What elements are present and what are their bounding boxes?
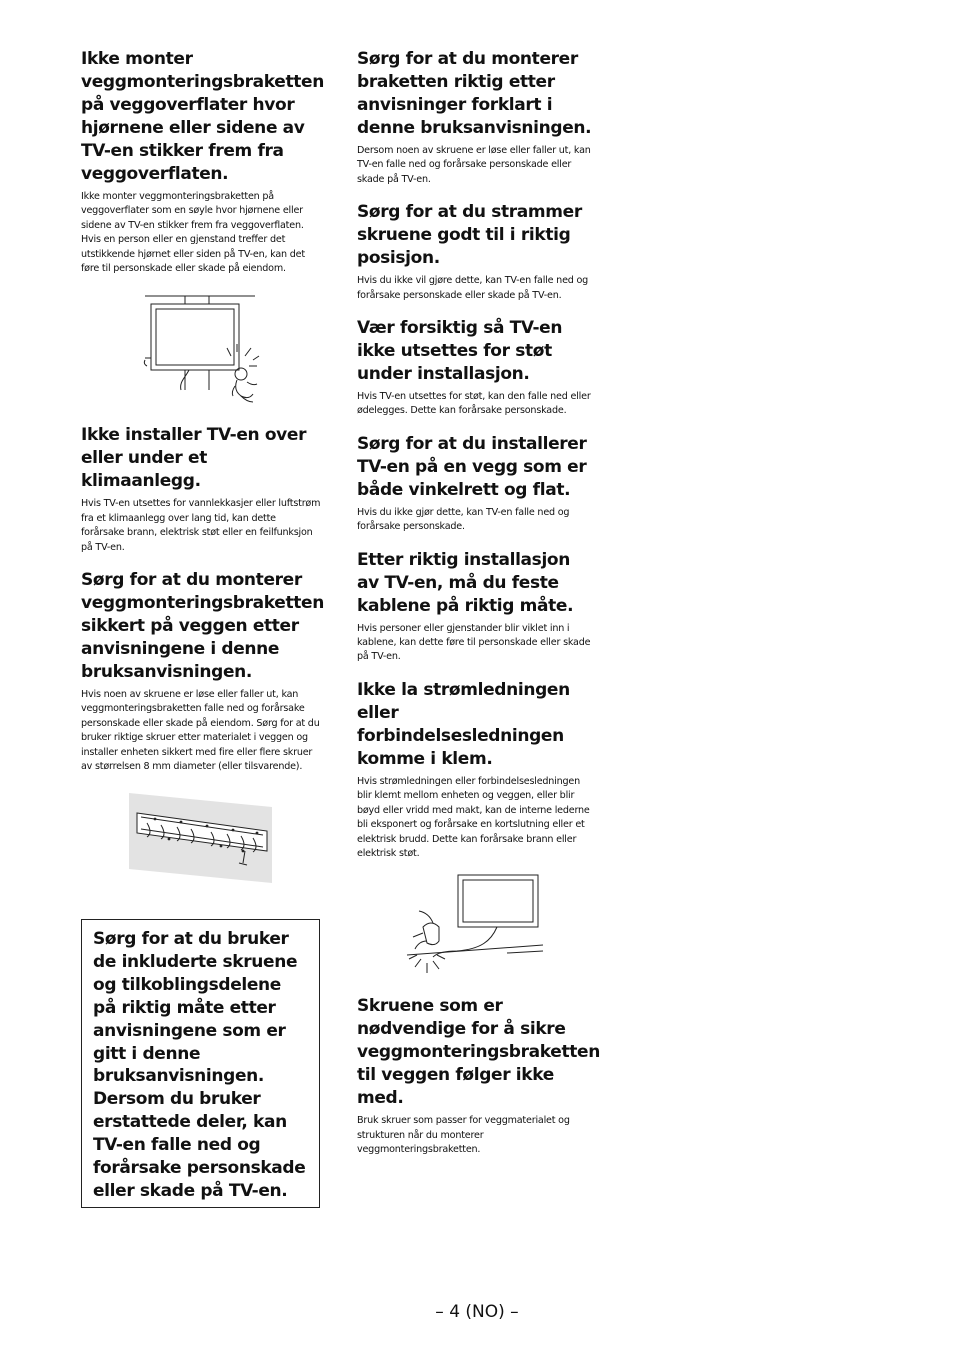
pillar-illustration [81, 286, 321, 414]
section-secure-cables [357, 549, 597, 665]
section-body: Hvis noen av skruene er løse eller faller ut, kan veggmonteringsbraketten falle ned og forårsake personskade eller skade på eiendom. Sørg for at du bruker riktige skruer etter materialet i veggen og installer enheten sikkert med fire eller flere skruer av størrelsen 8 mm diameter (eller tilsvarende). [81, 689, 320, 773]
right-column [357, 48, 600, 1172]
section-heading: Ikke monter veggmonteringsbraketten på veggoverflater hvor hjørnene eller sidene av TV-en stikker frem fra veggoverflaten. [81, 49, 324, 184]
section-flat-wall [357, 433, 597, 535]
section-mount-correctly [357, 48, 597, 187]
section-body: Hvis strømledningen eller forbindelsesledningen blir klemt mellom enheten og veggen, eller blir bøyd eller vridd med makt, kan de interne lederne bli eksponert og forårsake en kortslutning eller et elektrisk brudd. Dette kan forårsake brann eller elektrisk støt. [357, 775, 590, 859]
section-heading: Etter riktig installasjon av TV-en, må du feste kablene på riktig måte. [357, 549, 574, 616]
section-pinched-cord [357, 679, 597, 861]
section-body: Hvis TV-en utsettes for vannlekkasjer eller luftstrøm fra et klimaanlegg over lang tid, kan dette forårsake brann, elektrisk støt eller en feilfunksjon på TV-en. [81, 498, 321, 553]
section-body: Hvis personer eller gjenstander blir viklet inn i kablene, kan dette føre til personskade eller skade på TV-en. [357, 622, 591, 663]
section-screws-not-included [357, 995, 600, 1157]
section-body: Dersom noen av skruene er løse eller faller ut, kan TV-en falle ned og forårsake personskade eller skade på TV-en. [357, 145, 591, 185]
page-number: – 4 (NO) – [435, 1302, 519, 1322]
section-heading: Sørg for at du installerer TV-en på en vegg som er både vinkelrett og flat. [357, 433, 587, 500]
left-column [81, 48, 324, 885]
warning-box [81, 919, 320, 1208]
section-air-conditioner [81, 424, 321, 555]
warning-text: Sørg for at du bruker de inkluderte skruene og tilkoblingsdelene på riktig måte etter anvisningene som er gitt i denne bruksanvisningen. Dersom du bruker erstattede deler, kan TV-en falle ned og forårsake personskade eller skade på TV-en. [93, 929, 306, 1201]
section-heading: Ikke installer TV-en over eller under et klimaanlegg. [81, 425, 307, 492]
section-protruding-corners [81, 48, 324, 276]
section-body: Ikke monter veggmonteringsbraketten på veggoverflater som en søyle hvor hjørnene eller sidene av TV-en stikker frem fra veggoverflaten. Hvis en person eller en gjenstand treffer det utstikkende hjørnet eller siden på TV-en, kan det føre til personskade eller skade på eiendom. [81, 191, 305, 275]
pinched-cable-illustration [357, 871, 597, 983]
section-heading: Sørg for at du monterer veggmonteringsbraketten sikkert på veggen etter anvisningene i denne bruksanvisningen. [81, 570, 324, 683]
section-heading: Ikke la strømledningen eller forbindelsesledningen komme i klem. [357, 679, 570, 769]
section-body: Bruk skruer som passer for veggmaterialet og strukturen når du monterer veggmonteringsbraketten. [357, 1115, 570, 1156]
section-tighten-screws [357, 201, 597, 303]
section-heading: Vær forsiktig så TV-en ikke utsettes for støt under installasjon. [357, 318, 563, 385]
section-body: Hvis du ikke gjør dette, kan TV-en falle ned og forårsake personskade. [357, 506, 570, 533]
section-body: Hvis du ikke vil gjøre dette, kan TV-en falle ned og forårsake personskade eller skade på TV-en. [357, 275, 589, 301]
section-secure-bracket [81, 569, 324, 774]
section-heading: Sørg for at du strammer skruene godt til i riktig posisjon. [357, 202, 582, 269]
section-avoid-impact [357, 317, 597, 419]
section-heading: Sørg for at du monterer braketten riktig etter anvisninger forklart i denne bruksanvisningen. [357, 49, 592, 138]
section-heading: Skruene som er nødvendige for å sikre veggmonteringsbraketten til veggen følger ikke med. [357, 996, 600, 1109]
bracket-illustration [81, 789, 321, 885]
section-body: Hvis TV-en utsettes for støt, kan den falle ned eller ødelegges. Dette kan forårsake personskade. [357, 391, 591, 417]
